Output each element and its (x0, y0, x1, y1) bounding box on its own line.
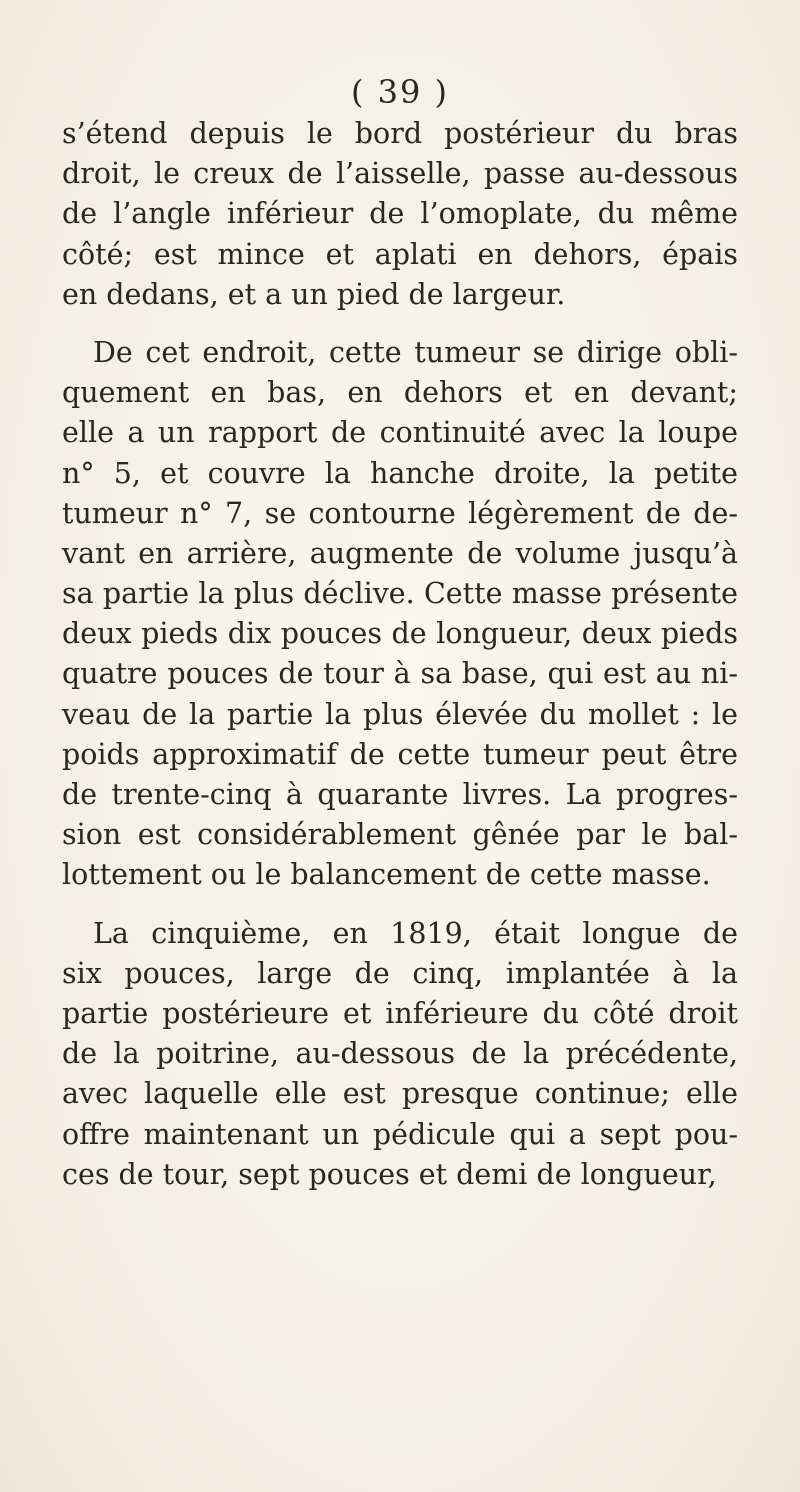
text-line: quatre pouces de tour à sa base, qui est au ni- (62, 657, 738, 691)
text-line: de trente-cinq à quarante livres. La progres- (62, 778, 738, 811)
text-line: partie postérieure et inférieure du côté droit (62, 996, 738, 1030)
paragraph-2 (62, 333, 738, 896)
text-line: quement en bas, en dehors et en devant; (62, 376, 738, 410)
text-line: sion est considérablement gênée par le bal- (62, 818, 738, 852)
text-line: s’étend depuis le bord postérieur du bras (62, 117, 738, 150)
text-line: avec laquelle elle est presque continue; elle (62, 1077, 738, 1111)
body-text (62, 114, 738, 1195)
text-line: six pouces, large de cinq, implantée à la (62, 956, 738, 990)
text-line: elle a un rapport de continuité avec la loupe (62, 416, 738, 450)
text-line: De cet endroit, cette tumeur se dirige obli- (93, 335, 738, 369)
paragraph-spacer (62, 896, 738, 914)
text-line: vant en arrière, augmente de volume jusqu’à (62, 536, 738, 570)
text-line: côté; est mince et aplati en dehors, épais (62, 237, 738, 271)
text-line: La cinquième, en 1819, était longue de (93, 916, 738, 950)
text-line: ces de tour, sept pouces et demi de longueur, (62, 1157, 717, 1191)
text-line: de la poitrine, au-dessous de la précédente, (62, 1037, 738, 1071)
text-line: n° 5, et couvre la hanche droite, la petite (62, 456, 738, 490)
text-line: deux pieds dix pouces de longueur, deux pieds (62, 617, 738, 651)
page-number: ( 39 ) (350, 73, 450, 111)
text-line: veau de la partie la plus élevée du mollet : le (62, 697, 738, 731)
paragraph-1 (62, 114, 738, 315)
paragraph-spacer (62, 315, 738, 333)
text-line: poids approximatif de cette tumeur peut être (62, 737, 738, 771)
paragraph-3 (62, 914, 738, 1195)
text-line: de l’angle inférieur de l’omoplate, du même (62, 197, 738, 231)
text-line: tumeur n° 7, se contourne légèrement de de- (62, 496, 738, 530)
text-line: droit, le creux de l’aisselle, passe au-dessous (62, 157, 738, 191)
text-line: sa partie la plus déclive. Cette masse présente (62, 577, 738, 611)
text-line: en dedans, et a un pied de largeur. (62, 277, 566, 311)
text-line: lottement ou le balancement de cette masse. (62, 858, 711, 892)
text-line: offre maintenant un pédicule qui a sept pou- (62, 1117, 738, 1151)
